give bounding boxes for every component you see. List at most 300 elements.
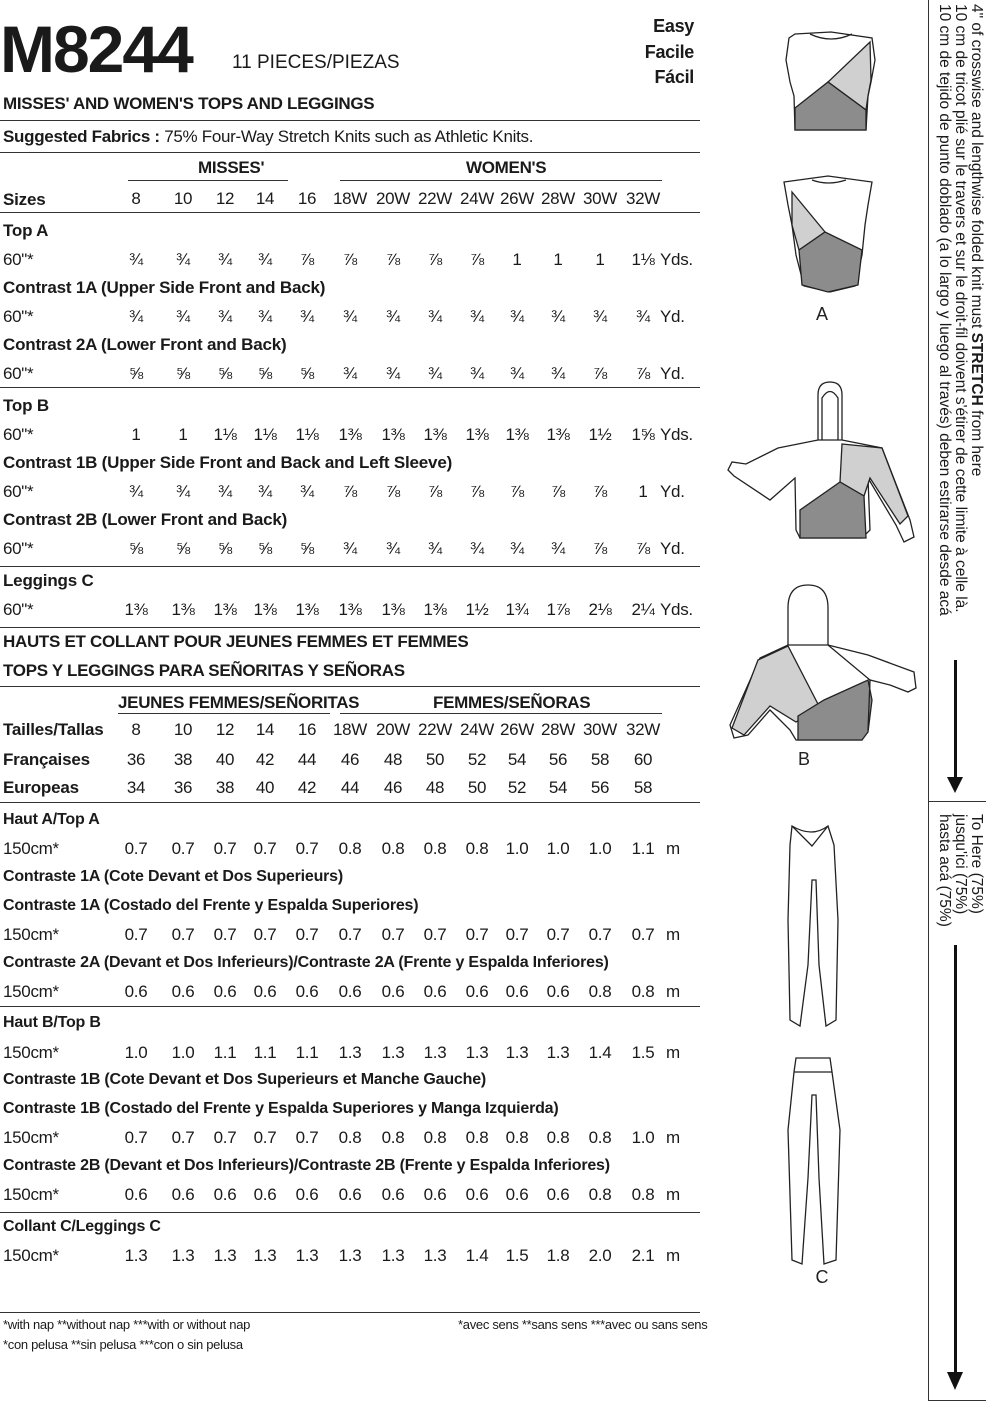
yardage-cell: ⅞	[593, 364, 607, 383]
yardage-cell: 1⅜	[295, 600, 319, 619]
meter-cell: 1.1	[253, 1043, 277, 1062]
meter-cell: 1.3	[381, 1043, 405, 1062]
footnote-french: *avec sens **sans sens ***avec ou sans sens	[458, 1317, 708, 1332]
top-a-back-icon	[784, 176, 872, 292]
yardage-cell: 1	[553, 250, 563, 269]
yardage-cell: 1⅜	[338, 425, 362, 444]
yardage-cell: ⅞	[636, 539, 650, 558]
yardage-cell: 2⅛	[588, 600, 612, 619]
meter-cell: 0.7	[124, 925, 148, 944]
meter-cell: 0.7	[465, 925, 489, 944]
fabrics-label: Suggested Fabrics :	[3, 127, 160, 146]
yardage-cell: ⅞	[300, 250, 314, 269]
size-cell: 34	[126, 778, 146, 797]
to-here-fr: jusqu'ici (75%)	[952, 814, 969, 915]
yardage-cell: ¾	[386, 307, 400, 326]
yardage-cell: ¾	[218, 250, 232, 269]
meter-cell: 0.6	[505, 1185, 529, 1204]
fabric-width: 150cm*	[3, 839, 59, 858]
size-row-label: Europeas	[3, 778, 79, 797]
yardage-cell: ¾	[129, 482, 143, 501]
yardage-cell: ¾	[129, 250, 143, 269]
meter-cell: 2.1	[631, 1246, 655, 1265]
size-cell: 12	[215, 720, 235, 739]
yardage-cell: ¾	[551, 539, 565, 558]
yardage-cell: 1¾	[505, 600, 529, 619]
meter-cell: 1.0	[124, 1043, 148, 1062]
meter-unit: m	[666, 1185, 680, 1204]
yardage-cell: ⅞	[593, 539, 607, 558]
meter-cell: 1.5	[505, 1246, 529, 1265]
meter-cell: 0.8	[631, 982, 655, 1001]
meter-unit: m	[666, 839, 680, 858]
meter-cell: 0.7	[171, 839, 195, 858]
yardage-cell: ¾	[470, 307, 484, 326]
arrow-down-icon	[954, 660, 957, 780]
yardage-cell: ⅝	[218, 539, 232, 558]
yardage-cell: ⅝	[300, 364, 314, 383]
row-heading: Contrast 2B (Lower Front and Back)	[3, 510, 288, 529]
meter-unit: m	[666, 1128, 680, 1147]
size-cell: 24W	[459, 720, 495, 739]
yardage-unit: Yds.	[660, 250, 693, 269]
yardage-cell: ¾	[593, 307, 607, 326]
size-cell: 20W	[375, 189, 411, 208]
size-cell: 44	[340, 778, 360, 797]
size-cell: 22W	[417, 189, 453, 208]
yardage-cell: 1⅛	[253, 425, 277, 444]
size-cell: 54	[548, 778, 568, 797]
size-cell: 10	[173, 189, 193, 208]
size-cell: 50	[425, 750, 445, 769]
size-cell: 18W	[332, 720, 368, 739]
meter-cell: 0.6	[546, 982, 570, 1001]
yardage-cell: ¾	[636, 307, 650, 326]
fabric-width: 60"*	[3, 307, 34, 326]
size-cell: 22W	[417, 720, 453, 739]
yardage-cell: ⅝	[258, 539, 272, 558]
view-b-label: B	[797, 749, 811, 769]
meter-unit: m	[666, 1246, 680, 1265]
size-cell: 12	[215, 189, 235, 208]
meter-cell: 0.7	[213, 1128, 237, 1147]
pattern-title: MISSES' AND WOMEN'S TOPS AND LEGGINGS	[3, 94, 375, 113]
meter-cell: 1.0	[631, 1128, 655, 1147]
meter-cell: 0.8	[423, 1128, 447, 1147]
fabric-width: 150cm*	[3, 982, 59, 1001]
meter-cell: 0.6	[338, 1185, 362, 1204]
meter-cell: 1.3	[546, 1043, 570, 1062]
meter-cell: 0.7	[171, 1128, 195, 1147]
section-heading: Contraste 2A (Devant et Dos Inferieurs)/Contraste 2A (Frente y Espalda Inferiores)	[3, 954, 609, 971]
meter-cell: 1.3	[124, 1246, 148, 1265]
size-cell: 42	[297, 778, 317, 797]
yardage-cell: ⅝	[300, 539, 314, 558]
meter-cell: 0.8	[338, 839, 362, 858]
size-cell: 58	[633, 778, 653, 797]
yardage-cell: ⅝	[258, 364, 272, 383]
yardage-cell: ¾	[386, 364, 400, 383]
yardage-cell: 1⅜	[381, 600, 405, 619]
sizes-label: Sizes	[3, 190, 46, 209]
leggings-c-front-icon	[788, 826, 838, 1026]
yardage-unit: Yd.	[660, 539, 685, 558]
yardage-cell: ⅞	[428, 482, 442, 501]
yardage-cell: ⅞	[470, 482, 484, 501]
meter-cell: 0.6	[546, 1185, 570, 1204]
yardage-cell: ⅞	[428, 250, 442, 269]
size-cell: 8	[131, 720, 141, 739]
meter-unit: m	[666, 1043, 680, 1062]
meter-cell: 0.8	[631, 1185, 655, 1204]
meter-cell: 1.4	[588, 1043, 612, 1062]
size-cell: 8	[131, 189, 141, 208]
leggings-c-back-icon	[788, 1058, 840, 1264]
yardage-cell: 1	[512, 250, 522, 269]
difficulty-fr: Facile	[644, 42, 694, 62]
yardage-cell: 2¼	[631, 600, 655, 619]
size-cell: 30W	[582, 189, 618, 208]
stretch-instruction-fr: 10 cm de tricot plié sur le travers et sur le droit-fil doivent s'étirer de cette limite à celle là.	[952, 4, 969, 613]
fabric-width: 150cm*	[3, 925, 59, 944]
stretch-instruction-es: 10 cm de tejido de punto doblado (a lo largo y luego al través) deben estirarse desde acá	[936, 4, 953, 616]
yardage-cell: ⅞	[343, 482, 357, 501]
meter-cell: 1.0	[171, 1043, 195, 1062]
meter-unit: m	[666, 982, 680, 1001]
fabric-width: 150cm*	[3, 1043, 59, 1062]
yardage-cell: ¾	[551, 307, 565, 326]
size-cell: 28W	[540, 189, 576, 208]
meter-cell: 0.7	[505, 925, 529, 944]
size-row-label: Tailles/Tallas	[3, 720, 104, 739]
yardage-cell: ⅝	[129, 539, 143, 558]
garment-illustrations	[700, 0, 930, 1401]
yardage-unit: Yd.	[660, 364, 685, 383]
meter-cell: 0.6	[295, 982, 319, 1001]
meter-cell: 0.7	[253, 839, 277, 858]
difficulty-es: Fácil	[654, 67, 694, 87]
top-a-front-icon	[786, 32, 875, 130]
meter-cell: 0.7	[171, 925, 195, 944]
size-cell: 14	[255, 189, 275, 208]
group-misses: MISSES'	[198, 158, 265, 177]
yardage-unit: Yd.	[660, 307, 685, 326]
meter-cell: 1.3	[295, 1246, 319, 1265]
size-cell: 54	[507, 750, 527, 769]
meter-cell: 0.6	[338, 982, 362, 1001]
size-cell: 20W	[375, 720, 411, 739]
meter-cell: 0.6	[465, 982, 489, 1001]
yardage-cell: 1⅜	[124, 600, 148, 619]
yardage-cell: ¾	[551, 364, 565, 383]
meter-cell: 0.6	[381, 1185, 405, 1204]
yardage-cell: 1⅞	[546, 600, 570, 619]
meter-cell: 0.6	[253, 1185, 277, 1204]
yardage-cell: ¾	[510, 307, 524, 326]
size-cell: 40	[215, 750, 235, 769]
meter-cell: 1.1	[213, 1043, 237, 1062]
size-cell: 48	[425, 778, 445, 797]
meter-cell: 1.3	[423, 1246, 447, 1265]
size-cell: 52	[507, 778, 527, 797]
size-cell: 30W	[582, 720, 618, 739]
yardage-cell: 1⅝	[631, 425, 655, 444]
meter-cell: 0.6	[124, 1185, 148, 1204]
size-cell: 50	[467, 778, 487, 797]
fabric-width: 60"*	[3, 250, 34, 269]
yardage-cell: 1⅜	[465, 425, 489, 444]
yardage-cell: ¾	[428, 539, 442, 558]
yardage-cell: 1⅜	[253, 600, 277, 619]
meter-cell: 0.7	[253, 925, 277, 944]
meter-cell: 1.0	[588, 839, 612, 858]
meter-cell: 1.3	[505, 1043, 529, 1062]
meter-cell: 0.6	[124, 982, 148, 1001]
yardage-cell: ⅞	[636, 364, 650, 383]
view-c-label: C	[815, 1267, 829, 1287]
meter-cell: 0.7	[546, 925, 570, 944]
difficulty-en: Easy	[653, 16, 694, 36]
size-cell: 38	[215, 778, 235, 797]
fabric-width: 150cm*	[3, 1128, 59, 1147]
meter-cell: 0.7	[295, 839, 319, 858]
yardage-unit: Yds.	[660, 425, 693, 444]
fabric-width: 60"*	[3, 364, 34, 383]
meter-cell: 1.3	[381, 1246, 405, 1265]
yardage-cell: ⅝	[129, 364, 143, 383]
yardage-cell: 1⅛	[213, 425, 237, 444]
yardage-cell: ¾	[343, 307, 357, 326]
yardage-cell: ⅞	[343, 250, 357, 269]
footnote-english: *with nap **without nap ***with or without nap	[3, 1317, 251, 1332]
meter-cell: 1.5	[631, 1043, 655, 1062]
meter-cell: 1.3	[171, 1246, 195, 1265]
yardage-cell: ¾	[386, 539, 400, 558]
yardage-cell: ¾	[300, 307, 314, 326]
meter-cell: 0.8	[546, 1128, 570, 1147]
fabric-width: 60"*	[3, 539, 34, 558]
yardage-cell: ¾	[258, 307, 272, 326]
section-heading: Collant C/Leggings C	[3, 1218, 161, 1235]
top-b-back-icon	[730, 585, 916, 740]
to-here-es: hasta acá (75%)	[936, 814, 953, 927]
size-cell: 44	[297, 750, 317, 769]
yardage-unit: Yds.	[660, 600, 693, 619]
yardage-cell: ⅞	[593, 482, 607, 501]
yardage-cell: 1⅜	[423, 600, 447, 619]
yardage-cell: ⅞	[470, 250, 484, 269]
arrow-down-icon	[954, 945, 957, 1375]
size-cell: 56	[548, 750, 568, 769]
meter-cell: 0.8	[423, 839, 447, 858]
meter-cell: 1.0	[505, 839, 529, 858]
pieces-count: 11 PIECES/PIEZAS	[232, 52, 400, 73]
row-heading: Contrast 1A (Upper Side Front and Back)	[3, 278, 326, 297]
size-cell: 40	[255, 778, 275, 797]
yardage-cell: ¾	[510, 539, 524, 558]
row-heading: Leggings C	[3, 571, 94, 590]
pattern-number: M8244	[0, 12, 192, 86]
section-heading: Contraste 1B (Cote Devant et Dos Superieurs et Manche Gauche)	[3, 1071, 487, 1088]
group-femmes: FEMMES/SEÑORAS	[433, 693, 591, 712]
meter-cell: 0.7	[213, 839, 237, 858]
size-cell: 16	[297, 720, 317, 739]
meter-cell: 0.8	[588, 1185, 612, 1204]
yardage-cell: ¾	[343, 539, 357, 558]
fabric-width: 60"*	[3, 600, 34, 619]
group-womens: WOMEN'S	[466, 158, 547, 177]
yardage-cell: ¾	[176, 482, 190, 501]
section-heading: Contraste 1A (Cote Devant et Dos Superieurs)	[3, 868, 344, 885]
meter-cell: 0.6	[213, 982, 237, 1001]
meter-cell: 0.8	[465, 1128, 489, 1147]
meter-cell: 0.7	[124, 839, 148, 858]
top-b-front-icon	[728, 382, 914, 542]
to-here-en: To Here (75%)	[968, 814, 985, 914]
yardage-cell: 1⅜	[171, 600, 195, 619]
yardage-cell: 1⅛	[631, 250, 655, 269]
yardage-cell: ⅞	[386, 250, 400, 269]
yardage-cell: 1	[595, 250, 605, 269]
yardage-cell: ¾	[470, 539, 484, 558]
meter-cell: 0.6	[505, 982, 529, 1001]
title-french: HAUTS ET COLLANT POUR JEUNES FEMMES ET FEMMES	[3, 632, 469, 651]
yardage-cell: 1	[178, 425, 188, 444]
size-cell: 14	[255, 720, 275, 739]
meter-cell: 0.6	[171, 982, 195, 1001]
size-cell: 46	[383, 778, 403, 797]
meter-cell: 1.3	[465, 1043, 489, 1062]
title-spanish: TOPS Y LEGGINGS PARA SEÑORITAS Y SEÑORAS	[3, 661, 405, 680]
yardage-cell: ¾	[470, 364, 484, 383]
row-heading: Contrast 2A (Lower Front and Back)	[3, 335, 287, 354]
size-cell: 42	[255, 750, 275, 769]
meter-cell: 1.0	[546, 839, 570, 858]
meter-cell: 0.7	[338, 925, 362, 944]
yardage-cell: 1	[638, 482, 648, 501]
meter-cell: 0.6	[171, 1185, 195, 1204]
suggested-fabrics	[3, 127, 533, 147]
meter-cell: 1.3	[338, 1246, 362, 1265]
meter-unit: m	[666, 925, 680, 944]
size-cell: 26W	[499, 189, 535, 208]
size-cell: 38	[173, 750, 193, 769]
yardage-cell: ¾	[176, 307, 190, 326]
meter-cell: 0.8	[505, 1128, 529, 1147]
yardage-cell: ⅞	[551, 482, 565, 501]
meter-cell: 0.6	[465, 1185, 489, 1204]
size-cell: 52	[467, 750, 487, 769]
yardage-unit: Yd.	[660, 482, 685, 501]
yardage-cell: 1⅜	[546, 425, 570, 444]
meter-cell: 1.3	[213, 1246, 237, 1265]
size-cell: 28W	[540, 720, 576, 739]
meter-cell: 0.7	[253, 1128, 277, 1147]
yardage-cell: ¾	[300, 482, 314, 501]
yardage-cell: 1½	[588, 425, 612, 444]
section-heading: Contraste 1A (Costado del Frente y Espalda Superiores)	[3, 897, 419, 914]
yardage-cell: ⅝	[218, 364, 232, 383]
yardage-cell: ⅝	[176, 539, 190, 558]
meter-cell: 0.7	[631, 925, 655, 944]
yardage-cell: 1⅛	[295, 425, 319, 444]
yardage-cell: ¾	[258, 482, 272, 501]
meter-cell: 0.8	[381, 1128, 405, 1147]
meter-cell: 1.3	[253, 1246, 277, 1265]
row-heading: Top B	[3, 396, 49, 415]
size-cell: 24W	[459, 189, 495, 208]
yardage-cell: 1	[131, 425, 141, 444]
meter-cell: 0.8	[381, 839, 405, 858]
meter-cell: 1.1	[295, 1043, 319, 1062]
meter-cell: 0.7	[295, 925, 319, 944]
meter-cell: 1.4	[465, 1246, 489, 1265]
meter-cell: 0.6	[423, 982, 447, 1001]
yardage-cell: ¾	[176, 250, 190, 269]
size-row-label: Françaises	[3, 750, 90, 769]
fabric-width: 150cm*	[3, 1246, 59, 1265]
yardage-cell: ¾	[218, 307, 232, 326]
yardage-cell: ¾	[129, 307, 143, 326]
size-cell: 32W	[625, 189, 661, 208]
size-cell: 36	[126, 750, 146, 769]
fabric-width: 60"*	[3, 482, 34, 501]
yardage-cell: ¾	[510, 364, 524, 383]
section-heading: Contraste 2B (Devant et Dos Inferieurs)/Contraste 2B (Frente y Espalda Inferiores)	[3, 1157, 610, 1174]
row-heading: Contrast 1B (Upper Side Front and Back and Left Sleeve)	[3, 453, 453, 472]
size-cell: 18W	[332, 189, 368, 208]
stretch-instruction-en: 4" of crosswise and lengthwise folded knit must STRETCH from here	[968, 4, 985, 477]
yardage-cell: ¾	[343, 364, 357, 383]
meter-cell: 0.7	[213, 925, 237, 944]
yardage-cell: 1⅜	[423, 425, 447, 444]
meter-cell: 0.7	[124, 1128, 148, 1147]
yardage-cell: ⅞	[386, 482, 400, 501]
meter-cell: 0.7	[381, 925, 405, 944]
meter-cell: 1.3	[423, 1043, 447, 1062]
view-a-label: A	[815, 304, 829, 324]
yardage-cell: 1½	[465, 600, 489, 619]
meter-cell: 0.6	[213, 1185, 237, 1204]
meter-cell: 0.7	[423, 925, 447, 944]
meter-cell: 0.6	[423, 1185, 447, 1204]
meter-cell: 1.3	[338, 1043, 362, 1062]
size-cell: 26W	[499, 720, 535, 739]
size-cell: 36	[173, 778, 193, 797]
fabrics-text: 75% Four-Way Stretch Knits such as Athletic Knits.	[164, 127, 534, 146]
meter-cell: 0.8	[338, 1128, 362, 1147]
size-cell: 48	[383, 750, 403, 769]
fabric-width: 60"*	[3, 425, 34, 444]
meter-cell: 0.6	[295, 1185, 319, 1204]
size-cell: 16	[297, 189, 317, 208]
meter-cell: 0.6	[253, 982, 277, 1001]
meter-cell: 0.7	[588, 925, 612, 944]
size-cell: 56	[590, 778, 610, 797]
meter-cell: 0.8	[588, 1128, 612, 1147]
size-cell: 60	[633, 750, 653, 769]
yardage-cell: ¾	[258, 250, 272, 269]
meter-cell: 0.8	[465, 839, 489, 858]
yardage-cell: 1⅜	[381, 425, 405, 444]
section-heading: Haut B/Top B	[3, 1014, 101, 1031]
section-heading: Contraste 1B (Costado del Frente y Espalda Superiores y Manga Izquierda)	[3, 1100, 559, 1117]
fabric-width: 150cm*	[3, 1185, 59, 1204]
size-cell: 32W	[625, 720, 661, 739]
yardage-cell: 1⅜	[505, 425, 529, 444]
meter-cell: 1.8	[546, 1246, 570, 1265]
row-heading: Top A	[3, 221, 49, 240]
